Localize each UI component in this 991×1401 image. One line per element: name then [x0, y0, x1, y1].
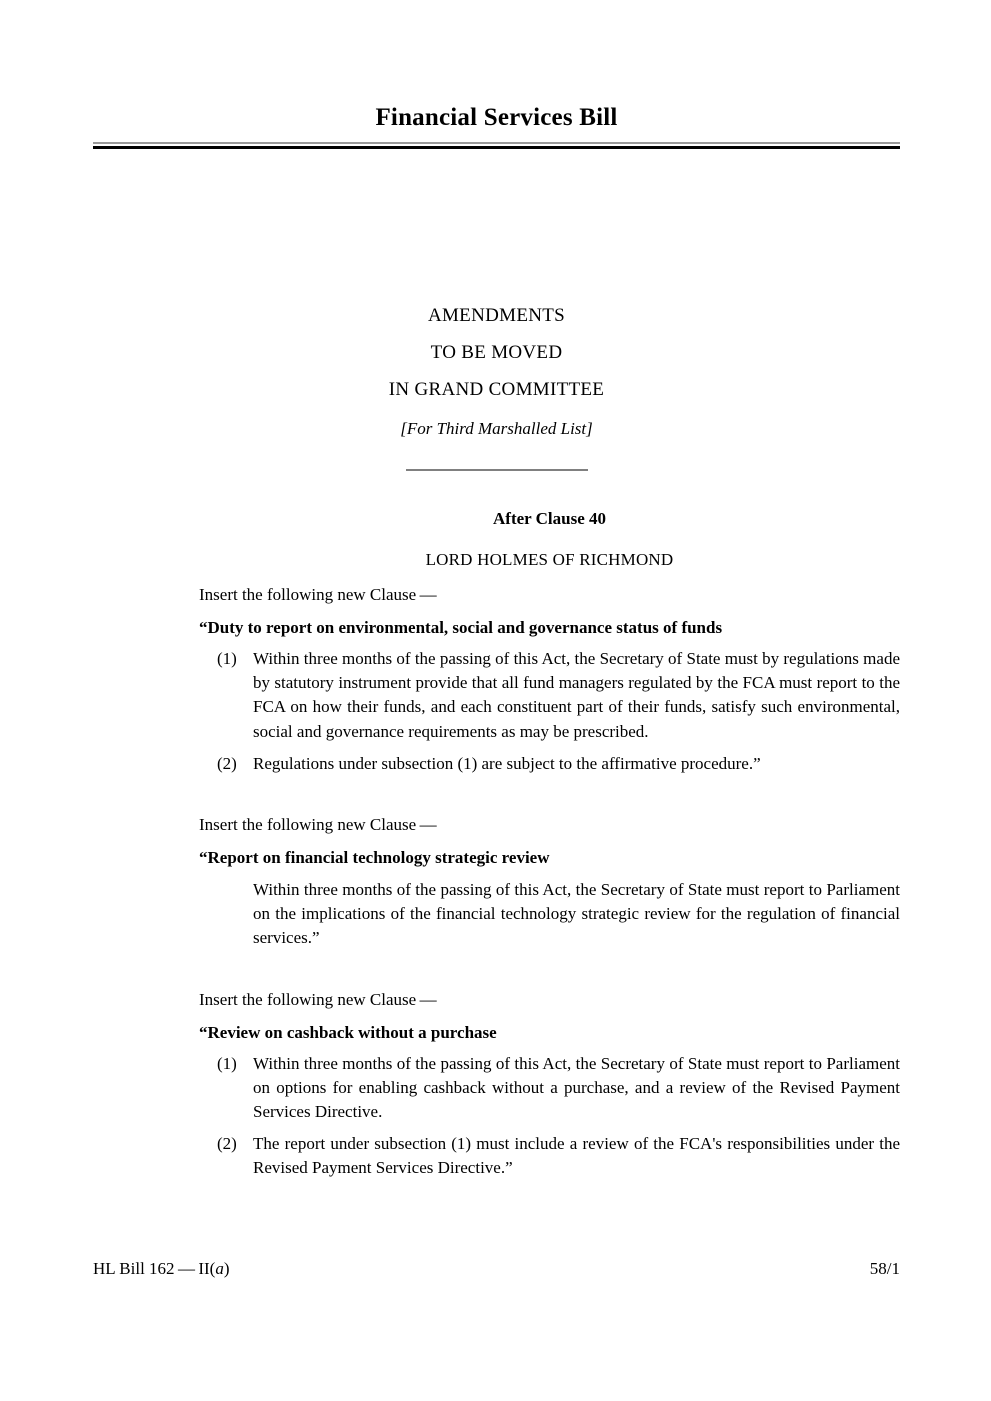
masthead [93, 103, 900, 149]
amendment-subsections-1 [199, 647, 900, 776]
subsection-item [199, 1052, 900, 1125]
subsection-text: Regulations under subsection (1) are subject to the affirmative procedure.” [253, 753, 761, 773]
bill-reference [93, 1258, 230, 1280]
page-number: 58/1 [869, 1259, 900, 1278]
amendment-subsections-3 [199, 1052, 900, 1181]
bill-reference-suffix: ) [223, 1259, 230, 1278]
insert-instruction-1: Insert the following new Clause — [199, 585, 437, 604]
subsection-text: The report under subsection (1) must include a review of the FCA's responsibilities under the Revised Payment Services Directive.” [253, 1134, 900, 1178]
amendments-heading-block [93, 297, 900, 471]
member-name: LORD HOLMES OF RICHMOND [425, 550, 674, 569]
insert-instruction-2: Insert the following new Clause — [199, 815, 437, 835]
amendment-title-3: “Review on cashback without a purchase [199, 1022, 497, 1042]
subsection-item [199, 647, 900, 744]
heading-subtitle-marshalled-list: [For Third Marshalled List] [400, 419, 593, 438]
subsection-item [199, 1132, 900, 1180]
masthead-rule-thick [93, 146, 900, 149]
heading-line-amendments: AMENDMENTS [427, 305, 566, 326]
subsection-number: (2) [217, 1134, 237, 1154]
subsection-item [199, 752, 900, 776]
heading-divider [93, 469, 900, 471]
amendment-paragraph-2: Within three months of the passing of this Act, the Secretary of State must report to Parliament on the implications of the financial technology strategic review for the regulation of financial services.” [253, 880, 900, 948]
page-title: Financial Services Bill [375, 104, 618, 131]
bill-reference-prefix: HL Bill 162 — II( [93, 1259, 216, 1278]
heading-line-in-grand-committee: IN GRAND COMMITTEE [388, 379, 605, 400]
insert-instruction-3: Insert the following new Clause — [199, 989, 437, 1009]
amendment-title-2: “Report on financial technology strategic review [199, 848, 550, 868]
body-column [199, 508, 900, 1181]
masthead-double-rule [93, 142, 900, 149]
clause-anchor-heading: After Clause 40 [493, 509, 606, 528]
subsection-text: Within three months of the passing of this Act, the Secretary of State must report to Parliament on options for enabling cashback without a purchase, and a review of the Revised Payment Services Directive. [253, 1053, 900, 1122]
bill-reference-italic-letter: a [215, 1259, 224, 1278]
subsection-number: (2) [217, 753, 237, 773]
subsection-number: (1) [217, 649, 237, 668]
heading-line-to-be-moved: TO BE MOVED [430, 342, 563, 363]
subsection-number: (1) [217, 1053, 237, 1073]
divider-rule [406, 469, 588, 471]
page-footer [93, 1258, 900, 1280]
subsection-text: Within three months of the passing of this Act, the Secretary of State must by regulations made by statutory instrument provide that all fund managers regulated by the FCA must report to the FCA on how their funds, and each constituent part of their funds, satisfy such environmental, social and governance requirements as may be prescribed. [253, 649, 900, 741]
amendment-title-1: “Duty to report on environmental, social and governance status of funds [199, 618, 723, 637]
